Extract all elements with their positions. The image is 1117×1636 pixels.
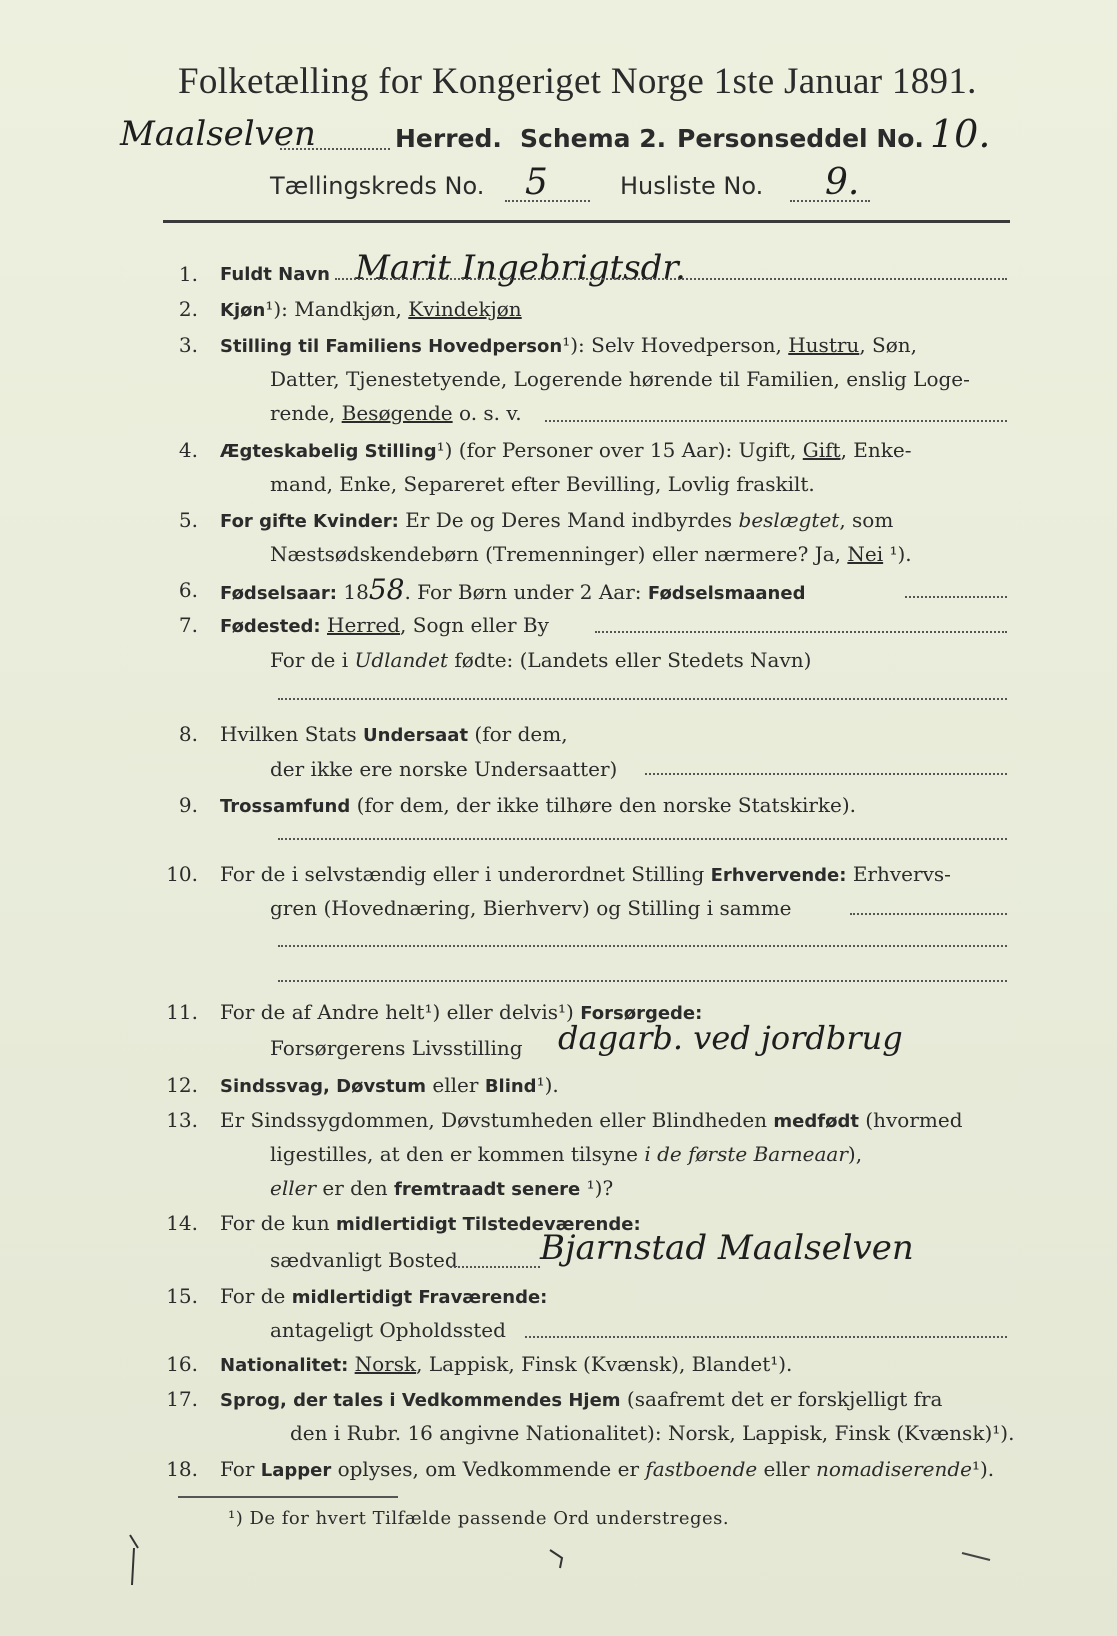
item-line: For de af Andre helt¹) eller delvis¹) Forsørgede: — [220, 1000, 703, 1024]
herred-row — [120, 112, 1020, 160]
item-line-cont: rende, Besøgende o. s. v. — [270, 401, 522, 425]
pen-mark-icon — [120, 1530, 150, 1590]
item-line: For gifte Kvinder: Er De og Deres Mand indbyrdes beslægtet, som — [220, 508, 894, 532]
kreds-row — [270, 162, 970, 212]
item-dots — [595, 631, 1007, 633]
item-number: 12. — [166, 1073, 198, 1097]
pen-mark-icon — [960, 1548, 1000, 1568]
item-line: Sindssvag, Døvstum eller Blind¹). — [220, 1073, 559, 1097]
item-number: 6. — [178, 578, 198, 602]
item-line: Trossamfund (for dem, der ikke tilhøre den norske Statskirke). — [220, 793, 857, 817]
item-line: For de kun midlertidigt Tilstedeværende: — [220, 1211, 641, 1235]
item-line: Ægteskabelig Stilling¹) (for Personer over 15 Aar): Ugift, Gift, Enke- — [220, 438, 912, 462]
herred-label: Herred. — [395, 124, 502, 153]
herred-value: Maalselven — [120, 114, 316, 154]
item-line-cont: der ikke ere norske Undersaatter) — [270, 757, 618, 781]
pen-mark-icon — [548, 1548, 568, 1572]
item-line: Stilling til Familiens Hovedperson¹): Selv Hovedperson, Hustru, Søn, — [220, 333, 918, 357]
item-number: 4. — [178, 438, 198, 462]
item-dots — [545, 420, 1007, 422]
item-number: 9. — [178, 793, 198, 817]
item-dots — [278, 980, 1007, 982]
item-line-cont: For de i Udlandet fødte: (Landets eller Stedets Navn) — [270, 648, 812, 672]
item-line: For de i selvstændig eller i underordnet Stilling Erhvervende: Erhvervs- — [220, 862, 951, 886]
item-line: Sprog, der tales i Vedkommendes Hjem (saafremt det er forskjelligt fra — [220, 1387, 943, 1411]
item-line-cont: antageligt Opholdssted — [270, 1318, 506, 1342]
husliste-value: 9. — [825, 162, 860, 203]
birth-year-value: 58 — [368, 573, 405, 606]
item-dots — [278, 838, 1007, 840]
item-number: 15. — [166, 1284, 198, 1308]
personseddel-value: 10. — [930, 112, 991, 156]
item-label: Fuldt Navn — [220, 264, 330, 285]
item-dots — [450, 1266, 540, 1268]
full-name-value: Marit Ingebrigtsdr. — [355, 248, 686, 288]
item-number: 17. — [166, 1387, 198, 1411]
kreds-dots — [505, 200, 590, 202]
husliste-label: Husliste No. — [620, 172, 764, 200]
item-number: 7. — [178, 613, 198, 637]
item-line-cont: mand, Enke, Separeret efter Bevilling, Lovlig fraskilt. — [270, 472, 815, 496]
item-line: Hvilken Stats Undersaat (for dem, — [220, 722, 568, 746]
item-number: 8. — [178, 722, 198, 746]
item-dots — [278, 698, 1007, 700]
item-number: 18. — [166, 1457, 198, 1481]
name-dots — [335, 278, 1007, 280]
item-dots — [278, 945, 1007, 947]
item-line: Fødselsaar: 1858. For Børn under 2 Aar: Fødselsmaaned — [220, 573, 806, 606]
item-line: Kjøn¹): Mandkjøn, Kvindekjøn — [220, 297, 522, 321]
item-line-cont: sædvanligt Bosted — [270, 1248, 458, 1272]
item-number: 3. — [178, 333, 198, 357]
item-dots — [905, 596, 1007, 598]
item-dots — [645, 773, 1007, 775]
item-number: 10. — [166, 862, 198, 886]
item-dots — [850, 913, 1007, 915]
item-number: 14. — [166, 1211, 198, 1235]
header-rule — [163, 220, 1010, 223]
item-number: 5. — [178, 508, 198, 532]
item-number: 11. — [166, 1000, 198, 1024]
item-line-cont: Næstsødskendebørn (Tremenninger) eller nærmere? Ja, Nei ¹). — [270, 542, 912, 566]
item-line-cont: Datter, Tjenestetyende, Logerende hørende til Familien, enslig Loge- — [270, 367, 970, 391]
kreds-label: Tællingskreds No. — [270, 172, 485, 200]
husliste-dots — [790, 200, 870, 202]
item-number: 2. — [178, 297, 198, 321]
item-number: 16. — [166, 1352, 198, 1376]
footnote: ¹) De for hvert Tilfælde passende Ord understreges. — [228, 1508, 730, 1529]
form-title: Folketælling for Kongeriget Norge 1ste Januar 1891. — [178, 61, 977, 102]
item-line-cont: gren (Hovednæring, Bierhverv) og Stilling i samme — [270, 896, 792, 920]
herred-dots — [280, 148, 390, 150]
item-line: For Lapper oplyses, om Vedkommende er fastboende eller nomadiserende¹). — [220, 1457, 995, 1481]
item-line: Fødested: Herred, Sogn eller By — [220, 613, 549, 637]
item-number: 1. — [178, 262, 198, 286]
usual-residence-value: Bjarnstad Maalselven — [540, 1228, 914, 1268]
footnote-rule — [178, 1496, 398, 1498]
item-line: For de midlertidigt Fraværende: — [220, 1284, 548, 1308]
item-line-cont: Forsørgerens Livsstilling — [270, 1036, 523, 1060]
kreds-value: 5 — [525, 162, 548, 203]
provider-occupation-value: dagarb. ved jordbrug — [558, 1019, 903, 1057]
item-line-cont: eller er den fremtraadt senere ¹)? — [270, 1176, 614, 1200]
item-line-cont: ligestilles, at den er kommen tilsyne i de første Barneaar), — [270, 1142, 863, 1166]
personseddel-label: Personseddel No. — [677, 124, 924, 153]
schema-label: Schema 2. — [520, 124, 667, 153]
item-line: Nationalitet: Norsk, Lappisk, Finsk (Kvænsk), Blandet¹). — [220, 1352, 793, 1376]
item-number: 13. — [166, 1108, 198, 1132]
item-line-cont: den i Rubr. 16 angivne Nationalitet): Norsk, Lappisk, Finsk (Kvænsk)¹). — [290, 1421, 1015, 1445]
item-dots — [525, 1336, 1007, 1338]
item-line: Er Sindssygdommen, Døvstumheden eller Blindheden medfødt (hvormed — [220, 1108, 963, 1132]
